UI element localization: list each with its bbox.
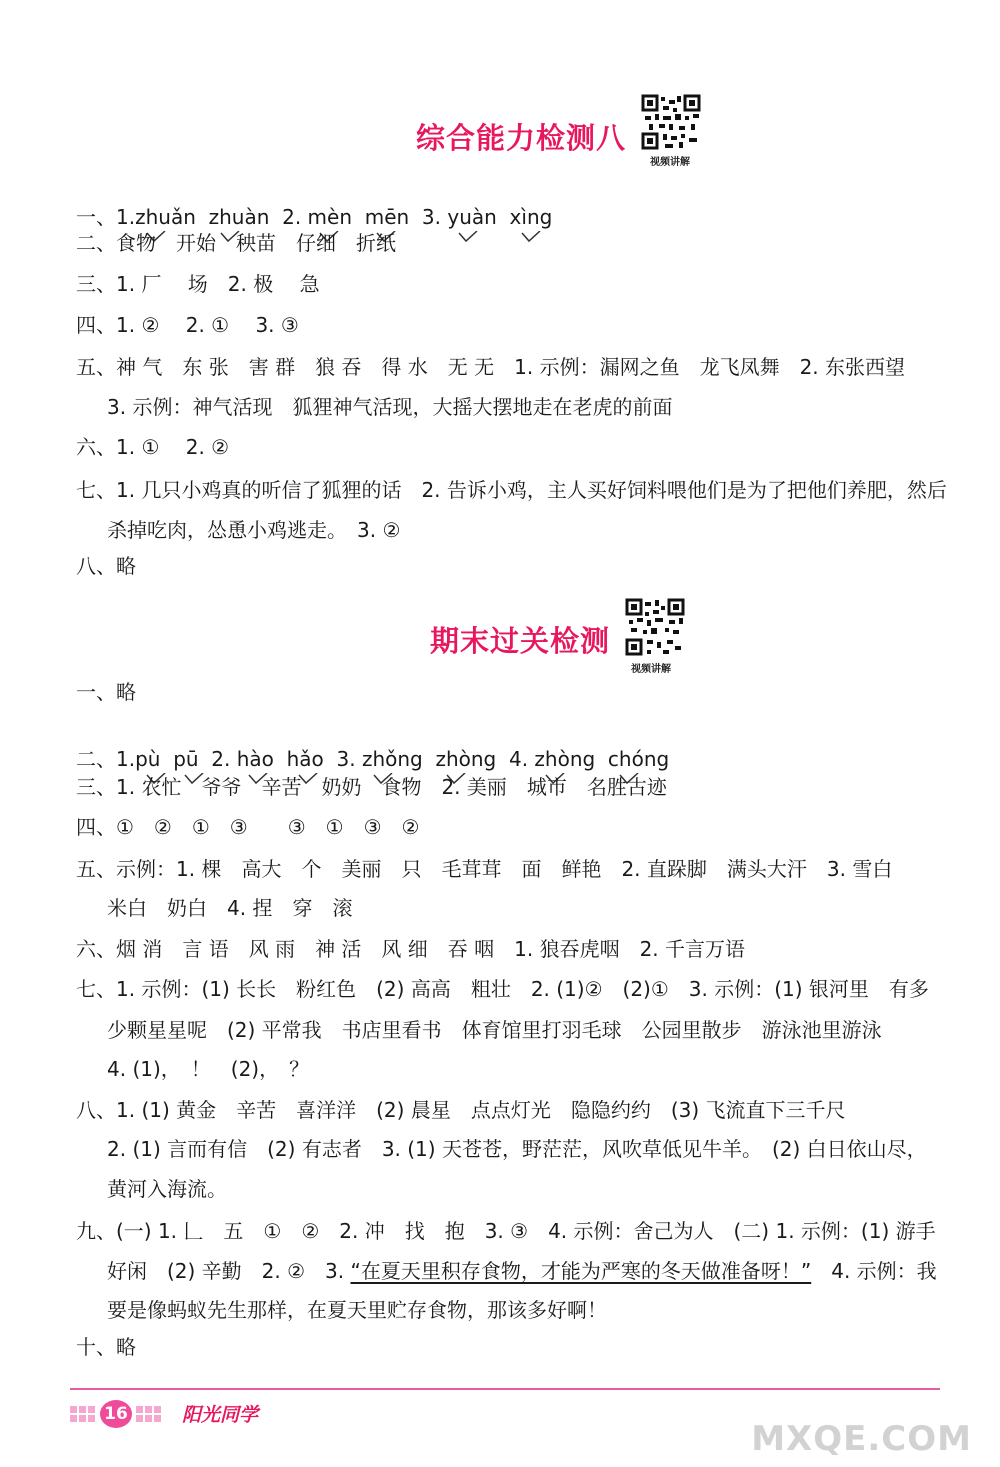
s2-q5-line1: 五、示例：1. 棵 高大 个 美丽 只 毛茸茸 面 鲜艳 2. 直跺脚 满头大汗 3. 雪白 — [76, 857, 893, 881]
s1-q1: 一、1.zhuǎn zhuàn 2. mèn mēn 3. yuàn xìng — [76, 178, 552, 230]
s2-q9-line3: 要是像蚂蚁先生那样，在夏天里贮存食物，那该多好啊！ — [107, 1298, 607, 1322]
s2-q4: 四、① ② ① ③ ③ ① ③ ② — [76, 815, 420, 839]
brand-logo: 阳光同学 — [182, 1404, 259, 1426]
s1-q6: 六、1. ① 2. ② — [76, 435, 230, 459]
quoted-answer: “在夏天里积存食物，才能为严寒的冬天做准备呀！” — [350, 1259, 812, 1283]
s2-q10: 十、略 — [76, 1335, 136, 1359]
qr-code-icon[interactable] — [641, 94, 701, 150]
s2-q7-line3: 4. (1)， ！ (2)， ？ — [107, 1057, 310, 1081]
s2-q9-line2: 好闲 (2) 辛勤 2. ② 3. “在夏天里积存食物，才能为严寒的冬天做准备呀！” 4. 示例：我 — [107, 1259, 937, 1283]
watermark: MXQE.COM — [751, 1419, 972, 1459]
s2-q9-line1: 九、(一) 1. 𠃊 五 ① ② 2. 冲 找 抱 3. ③ 4. 示例：舍己为人 (二) 1. 示例：(1) 游手 — [76, 1219, 936, 1243]
s1-q5-line2: 3. 示例：神气活现 狐狸神气活现，大摇大摆地走在老虎的前面 — [107, 395, 673, 419]
pinyin-answer: zhòng — [534, 746, 595, 772]
s2-q7-line2: 少颗星星呢 (2) 平常我 书店里看书 体育馆里打羽毛球 公园里散步 游泳池里游泳 — [107, 1018, 882, 1042]
s2-q5-line2: 米白 奶白 4. 捏 穿 滚 — [107, 896, 353, 920]
pinyin-answer: zhǒng — [362, 746, 423, 772]
s2-q2: 二、1.pù pū 2. hào hǎo 3. zhǒng zhòng 4. zhòng chóng — [76, 720, 669, 772]
s1-q4: 四、1. ② 2. ① 3. ③ — [76, 313, 299, 337]
pinyin-answer: mèn — [308, 204, 352, 230]
page-number: 16 — [100, 1400, 132, 1428]
s2-q8-line3: 黄河入海流。 — [107, 1177, 227, 1201]
s1-q3: 三、1. 厂 场 2. 极 急 — [76, 272, 320, 296]
pinyin-answer: pū — [173, 746, 198, 772]
footer-divider — [70, 1388, 940, 1390]
pinyin-answer: yuàn — [447, 204, 496, 230]
s1-q2: 二、食物 开始 秧苗 仔细 折纸 — [76, 231, 396, 255]
s1-q8: 八、略 — [76, 554, 136, 578]
qr-caption: 视频讲解 — [631, 664, 671, 675]
s2-q8-line2: 2. (1) 言而有信 (2) 有志者 3. (1) 天苍苍，野茫茫，风吹草低见牛羊。 (2) 白日依山尽， — [107, 1137, 927, 1161]
pinyin-answer: mēn — [365, 204, 409, 230]
section-title: 期末过关检测 — [430, 624, 611, 658]
pinyin-answer: xìng — [510, 204, 553, 230]
pinyin-answer: pù — [135, 746, 160, 772]
s2-q6: 六、烟 消 言 语 风 雨 神 活 风 细 吞 咽 1. 狼吞虎咽 2. 千言万语 — [76, 937, 746, 961]
s2-q7-line1: 七、1. 示例：(1) 长长 粉红色 (2) 高高 粗壮 2. (1)② (2)① 3. 示例：(1) 银河里 有多 — [76, 977, 929, 1001]
pinyin-answer: chóng — [608, 746, 669, 772]
s1-q7-line2: 杀掉吃肉，怂恿小鸡逃走。 3. ② — [107, 518, 401, 542]
qr-caption: 视频讲解 — [650, 157, 690, 168]
pinyin-answer: zhòng — [435, 746, 496, 772]
s2-q8-line1: 八、1. (1) 黄金 辛苦 喜洋洋 (2) 晨星 点点灯光 隐隐约约 (3) 飞流直下三千尺 — [76, 1098, 846, 1122]
section-title: 综合能力检测八 — [416, 121, 627, 155]
qr-code-icon[interactable] — [625, 598, 685, 656]
check-mark-icon — [447, 231, 487, 243]
pinyin-answer: zhuàn — [209, 204, 270, 230]
pinyin-answer: zhuǎn — [135, 204, 196, 230]
s1-q7-line1: 七、1. 几只小鸡真的听信了狐狸的话 2. 告诉小鸡，主人买好饲料喂他们是为了把他们养肥，然后 — [76, 478, 947, 502]
s1-q5-line1: 五、神 气 东 张 害 群 狼 吞 得 水 无 无 1. 示例：漏网之鱼 龙飞凤舞 2. 东张西望 — [76, 355, 906, 379]
pinyin-answer: hǎo — [287, 746, 324, 772]
pinyin-answer: hào — [237, 746, 274, 772]
s2-q3: 三、1. 农忙 爷爷 辛苦 奶奶 食物 2. 美丽 城市 名胜古迹 — [76, 775, 667, 799]
s2-q1: 一、略 — [76, 680, 136, 704]
check-mark-icon — [510, 231, 550, 243]
